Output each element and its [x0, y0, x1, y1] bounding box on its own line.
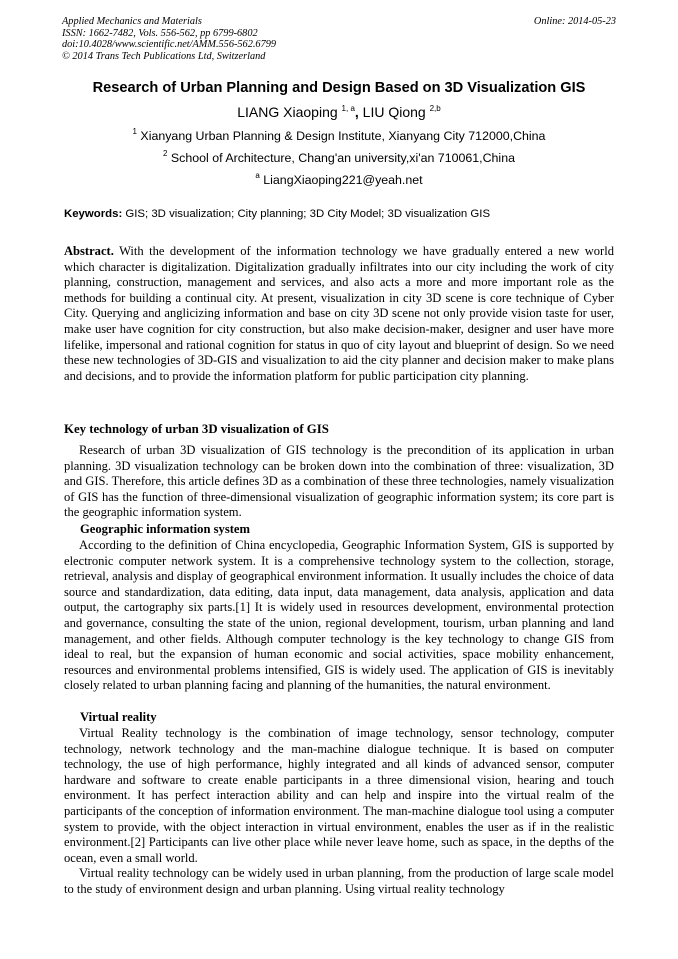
virtual-reality-paragraph-1: Virtual Reality technology is the combination of image technology, sensor technology, computer technology, network technology and the man-machine dialogue technique. It is based on computer technology, the use of high performance, highly integrated and all kinds of advanced sensor, computer hardware and software to create enable participants in a three dimensional vision, hearing and touch environment. It has perfect interaction ability and can help and inspire into the virtual realm of the participants of the conception of information environment. The man-machine dialogue tool using a computer system to provide, with the object interaction in virtual environment, enables the user as if in the realistic environment.[2] Participants can live other place while never leave home, such as space, in the depths of the ocean, even a small world. [64, 726, 614, 865]
affiliation-2 [40, 151, 638, 165]
author-separator: , [354, 104, 359, 120]
journal-name: Applied Mechanics and Materials [62, 16, 202, 27]
author-email [40, 173, 638, 187]
author-1-marker: 1, a [341, 104, 355, 113]
email-marker: a [255, 171, 260, 180]
keywords [64, 208, 618, 220]
affiliation-2-text: School of Architecture, Chang'an university,xi'an 710061,China [167, 151, 515, 165]
abstract-label: Abstract. [64, 244, 114, 258]
copyright-line: © 2014 Trans Tech Publications Ltd, Switzerland [62, 51, 266, 63]
affiliation-2-marker: 2 [163, 149, 168, 158]
affiliation-1-text: Xianyang Urban Planning & Design Institute, Xianyang City 712000,China [136, 129, 546, 143]
author-2-marker: 2,b [429, 104, 441, 113]
journal-header [62, 16, 616, 63]
affiliation-1 [40, 129, 638, 143]
doi-line: doi:10.4028/www.scientific.net/AMM.556-562.6799 [62, 39, 277, 51]
abstract-text: With the development of the information technology we have gradually entered a new world which character is digitalization. Digitalization gradually infiltrates into our city including the work of city planning, construction, management and services, and also acts a more and more important role as the methods for building a continual city. At present, visualization in city 3D scene is core technique of Cyber City. Querying and anglicizing information and base on city 3D scene not only provide vision taste for user, make user have cognition for city construction, but also make decision-maker, designer and user have more lifelike, impersonal and rational cognition for status in quo of city layout and blueprint of design. So we need these new technologies of 3D-GIS and visualization to aid the city planner and decision maker to make plans and decisions, and to provide the information platform for public participation city planning. [64, 244, 614, 383]
keywords-label: Keywords: [64, 208, 123, 220]
email-text: LiangXiaoping221@yeah.net [259, 173, 423, 187]
author-line [40, 104, 638, 120]
abstract-paragraph [64, 244, 614, 384]
online-date: Online: 2014-05-23 [533, 16, 616, 27]
issn-line: ISSN: 1662-7482, Vols. 556-562, pp 6799-6802 [62, 27, 258, 39]
section-heading-key-technology: Key technology of urban 3D visualization of GIS [64, 422, 329, 436]
author-2: LIU Qiong [358, 104, 426, 120]
subheading-virtual-reality: Virtual reality [80, 710, 157, 724]
keywords-text: GIS; 3D visualization; City planning; 3D City Model; 3D visualization GIS [122, 208, 491, 220]
author-1: LIANG Xiaoping [237, 104, 338, 120]
virtual-reality-paragraph-2: Virtual reality technology can be widely used in urban planning, from the production of large scale model to the study of environment design and urban planning. Using virtual reality technology [64, 866, 614, 896]
subheading-geographic-information-system: Geographic information system [80, 522, 250, 536]
paper-title: Research of Urban Planning and Design Based on 3D Visualization GIS [92, 80, 586, 96]
section-1-paragraph: Research of urban 3D visualization of GIS technology is the precondition of its application in urban planning. 3D visualization technology can be broken down into the combination of three: visualization, 3D and GIS. Therefore, this article defines 3D as a combination of these three technologies, namely visualization of GIS has the function of three-dimensional visualization of geographic information system; its core part is the geographic information system. [64, 443, 614, 520]
affiliation-1-marker: 1 [132, 127, 137, 136]
gis-paragraph: According to the definition of China encyclopedia, Geographic Information System, GIS is supported by electronic computer network system. It is a comprehensive technology system to the collection, storage, retrieval, analysis and display of geographical environment information. It usually includes the choice of data source and standardization, data editing, data input, data management, data analysis, application and data output, the cartography six parts.[1] It is widely used in resources development, environmental protection and governance, consulting the state of the union, regional development, tourism, urban planning and land management, and other fields. Although computer technology is the key technology to change GIS from ideal to real, but the expansion of human economic and social activities, space mobility enhancement, resources and environmental problems intensified, GIS is widely used. The application of GIS is inevitably closely related to urban planning facing and planning of the humanities, the natural environment. [64, 538, 614, 693]
